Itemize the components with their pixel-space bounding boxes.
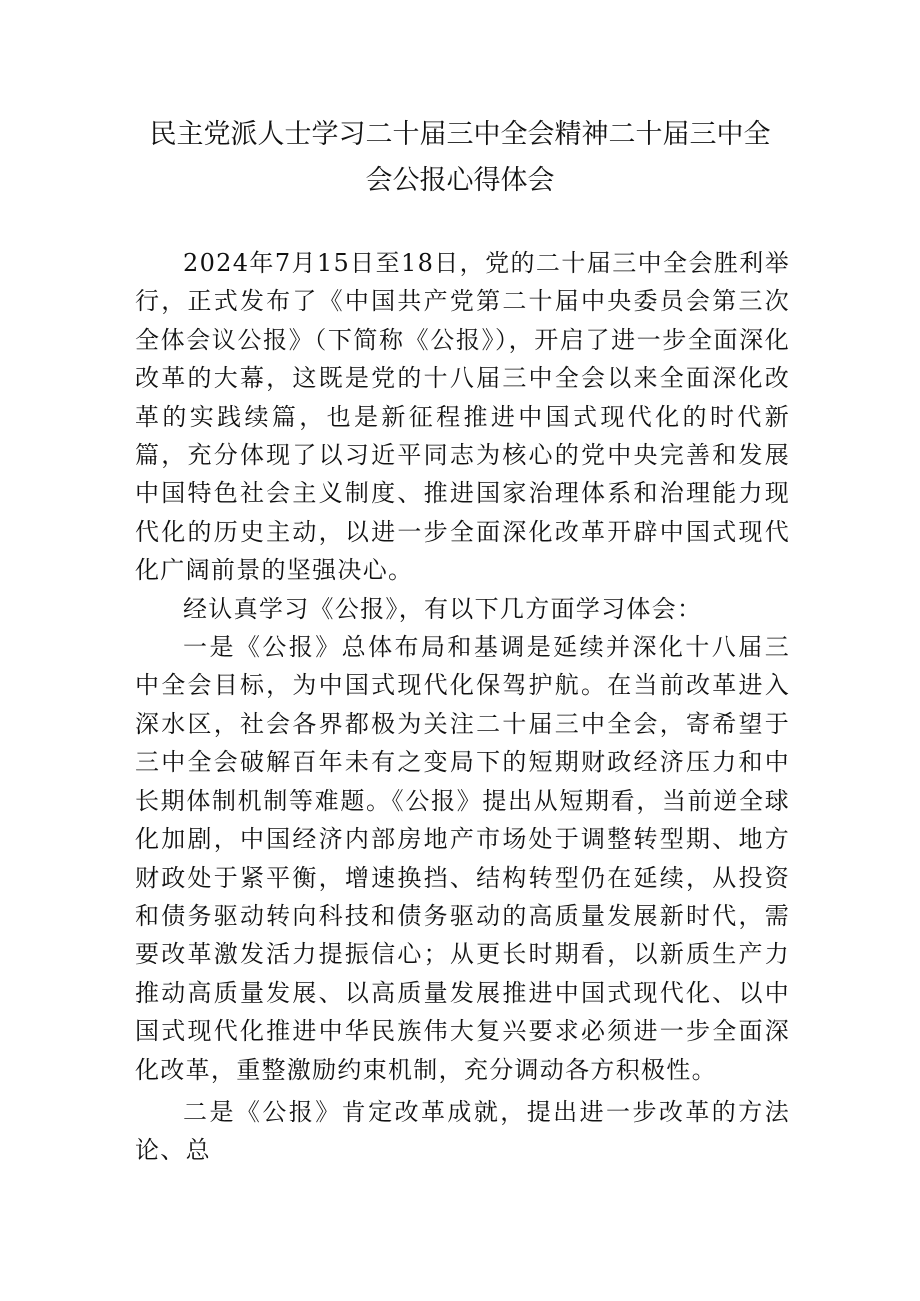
paragraph-point-one: 一是《公报》总体布局和基调是延续并深化十八届三中全会目标，为中国式现代化保驾护航。在当前改革进入深水区，社会各界都极为关注二十届三中全会，寄希望于三中全会破解百年未有之变局下的短期财政经济压力和中长期体制机制等难题。《公报》提出从短期看，当前逆全球化加剧，中国经济内部房地产市场处于调整转型期、地方财政处于紧平衡，增速换挡、结构转型仍在延续，从投资和债务驱动转向科技和债务驱动的高质量发展新时代，需要改革激发活力提振信心；从更长时期看，以新质生产力推动高质量发展、以高质量发展推进中国式现代化、以中国式现代化推进中华民族伟大复兴要求必须进一步全面深化改革，重整激励约束机制，充分调动各方积极性。 xyxy=(135,633,790,1084)
document-title xyxy=(130,112,790,204)
title-line-1: 民主党派人士学习二十届三中全会精神二十届三中全 xyxy=(149,119,771,150)
document-body xyxy=(135,244,790,1170)
paragraph-summary: 经认真学习《公报》，有以下几方面学习体会： xyxy=(183,594,703,623)
paragraph-point-two: 二是《公报》肯定改革成就，提出进一步改革的方法论、总 xyxy=(135,1097,790,1165)
title-line-2: 会公报心得体会 xyxy=(365,165,555,196)
paragraph-intro: 2024年7月15日至18日，党的二十届三中全会胜利举行，正式发布了《中国共产党第二十届中央委员会第三次全体会议公报》（下简称《公报》），开启了进一步全面深化改革的大幕，这既是党的十八届三中全会以来全面深化改革的实践续篇，也是新征程推进中国式现代化的时代新篇，充分体现了以习近平同志为核心的党中央完善和发展中国特色社会主义制度、推进国家治理体系和治理能力现代化的历史主动，以进一步全面深化改革开辟中国式现代化广阔前景的坚强决心。 xyxy=(135,249,790,585)
